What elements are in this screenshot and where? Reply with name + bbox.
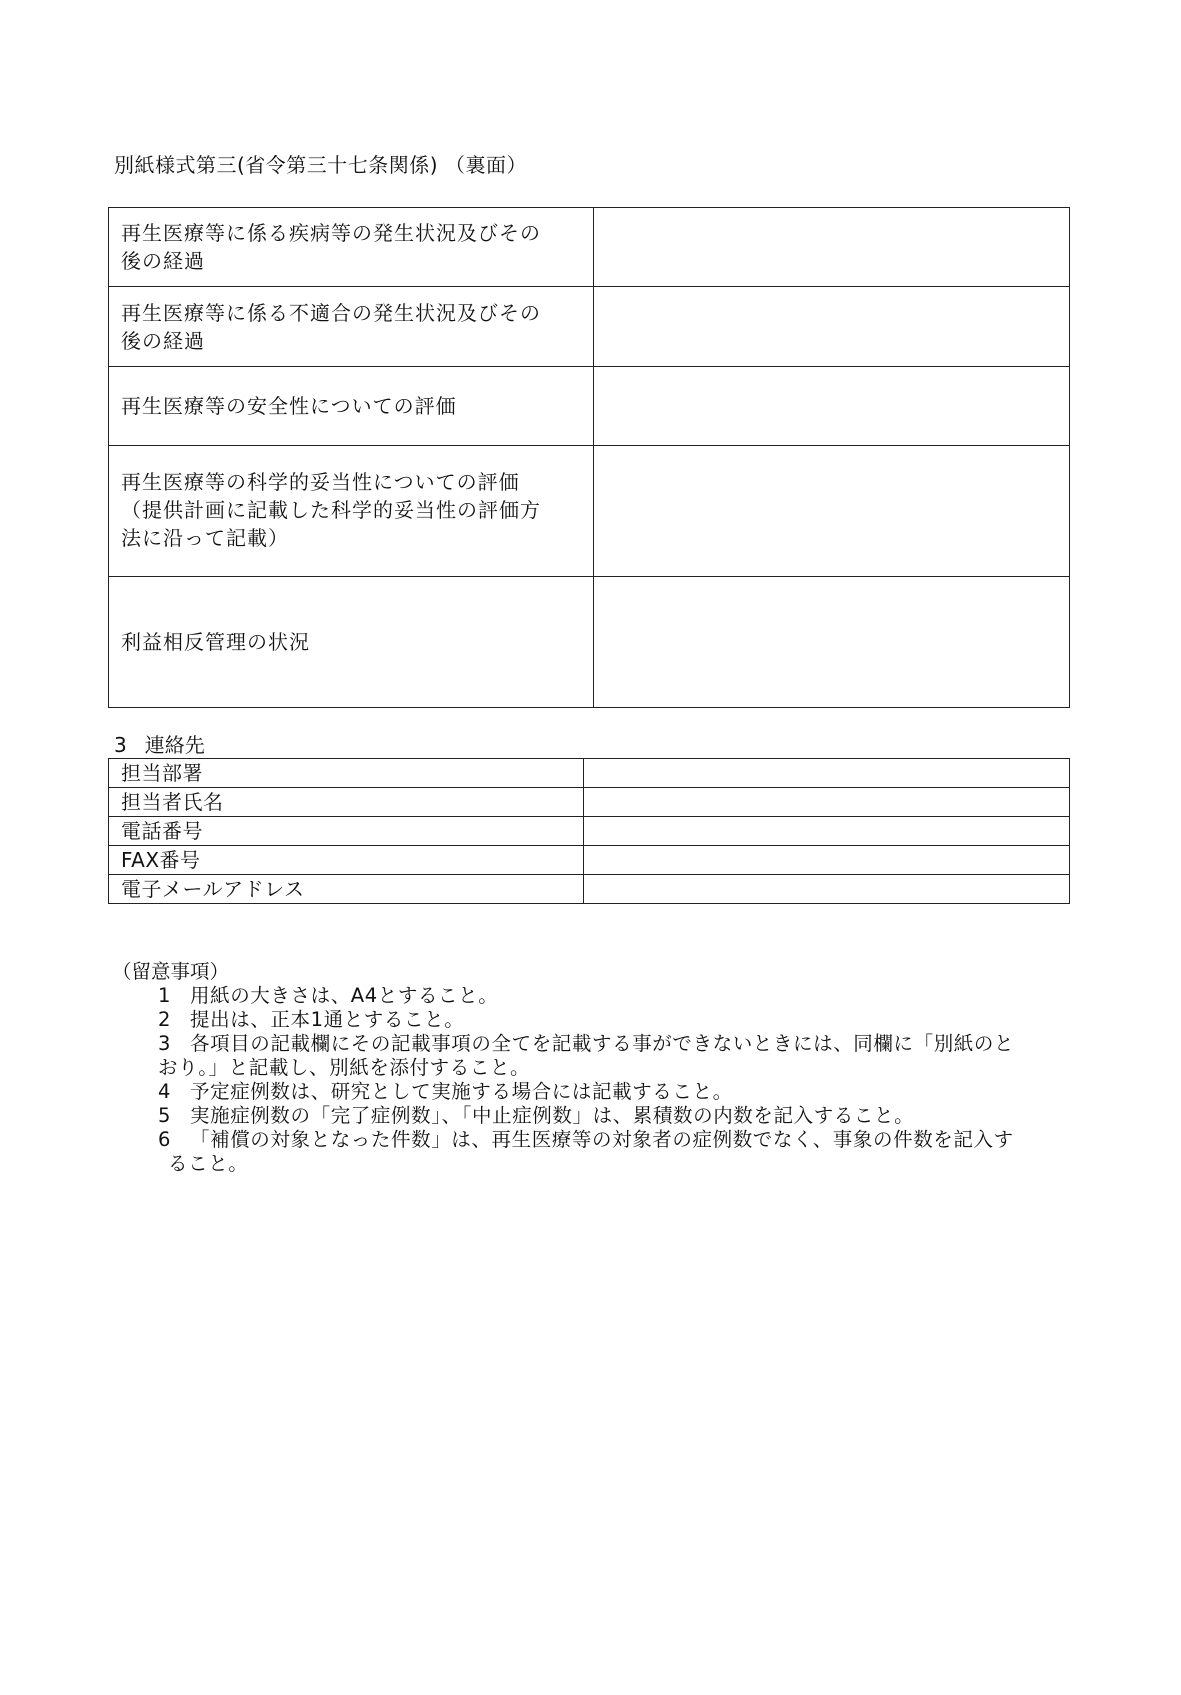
label-line: 利益相反管理の状況 [121,630,310,654]
report-row-label [109,287,594,367]
note-item [112,1128,1072,1152]
contact-row-label: 担当部署 [109,759,584,788]
note-text: 「補償の対象となった件数」は、再生医療等の対象者の症例数でなく、事象の件数を記入す [190,1128,1014,1151]
report-row-value-field[interactable] [594,367,1070,446]
note-text: 各項目の記載欄にその記載事項の全てを記載する事ができないときには、同欄に「別紙のと [190,1032,1015,1055]
report-row-safety-evaluation [109,367,1070,446]
label-line: 再生医療等の安全性についての評価 [121,394,457,418]
note-number: 3 [158,1032,172,1055]
report-row-value-field[interactable] [594,577,1070,708]
note-text: ること。 [168,1152,249,1175]
note-item [112,984,1072,1008]
report-row-value-field[interactable] [594,287,1070,367]
label-line: 法に沿って記載） [121,526,289,550]
note-item-continuation [112,1152,1072,1176]
note-number: 2 [158,1008,172,1031]
report-row-label [109,208,594,287]
note-number: 6 [158,1128,172,1151]
contact-row-label: 電話番号 [109,817,584,846]
contact-value-field[interactable] [584,788,1070,817]
note-item-continuation [112,1056,1072,1080]
contact-row-phone [109,817,1070,846]
contact-row-department [109,759,1070,788]
contact-row-email [109,875,1070,904]
label-line: 再生医療等の科学的妥当性についての評価 [121,470,520,494]
notes-section [112,960,1072,1176]
contact-section-number: 3 [114,733,127,757]
label-line: 再生医療等に係る不適合の発生状況及びその [121,300,541,325]
note-text: 提出は、正本1通とすること。 [190,1008,465,1031]
notes-heading: （留意事項） [112,960,230,983]
report-row-scientific-validity [109,446,1070,577]
contact-row-fax [109,846,1070,875]
contact-table [108,758,1070,904]
contact-row-label: FAX番号 [109,846,584,875]
report-table [108,207,1070,708]
note-item [112,1104,1072,1128]
report-row-value-field[interactable] [594,208,1070,287]
note-item [112,1080,1072,1104]
note-number: 4 [158,1080,172,1103]
note-number: 5 [158,1104,172,1127]
note-text: おり。」と記載し、別紙を添付すること。 [158,1056,531,1079]
label-line: 再生医療等に係る疾病等の発生状況及びその [121,221,541,245]
report-row-nonconformity [109,287,1070,367]
report-row-label [109,577,594,708]
label-line: （提供計画に記載した科学的妥当性の評価方 [121,498,541,522]
note-item [112,1008,1072,1032]
note-item [112,1032,1072,1056]
note-number: 1 [158,984,172,1007]
report-row-label [109,446,594,577]
contact-row-label: 担当者氏名 [109,788,584,817]
report-row-adverse-events [109,208,1070,287]
label-line: 後の経過 [121,328,205,353]
report-row-label [109,367,594,446]
report-row-conflict-of-interest [109,577,1070,708]
note-text: 予定症例数は、研究として実施する場合には記載すること。 [190,1080,733,1103]
contact-value-field[interactable] [584,846,1070,875]
contact-row-label: 電子メールアドレス [109,875,584,904]
contact-section-title: 連絡先 [144,733,205,757]
note-text: 用紙の大きさは、A4とすること。 [190,984,499,1007]
contact-section-heading [114,732,205,758]
report-row-value-field[interactable] [594,446,1070,577]
contact-value-field[interactable] [584,759,1070,788]
contact-row-person [109,788,1070,817]
label-line: 後の経過 [121,249,205,273]
note-text: 実施症例数の「完了症例数」、「中止症例数」は、累積数の内数を記入すること。 [190,1104,915,1127]
page-title: 別紙様式第三(省令第三十七条関係) （裏面） [114,153,527,177]
contact-value-field[interactable] [584,875,1070,904]
contact-value-field[interactable] [584,817,1070,846]
